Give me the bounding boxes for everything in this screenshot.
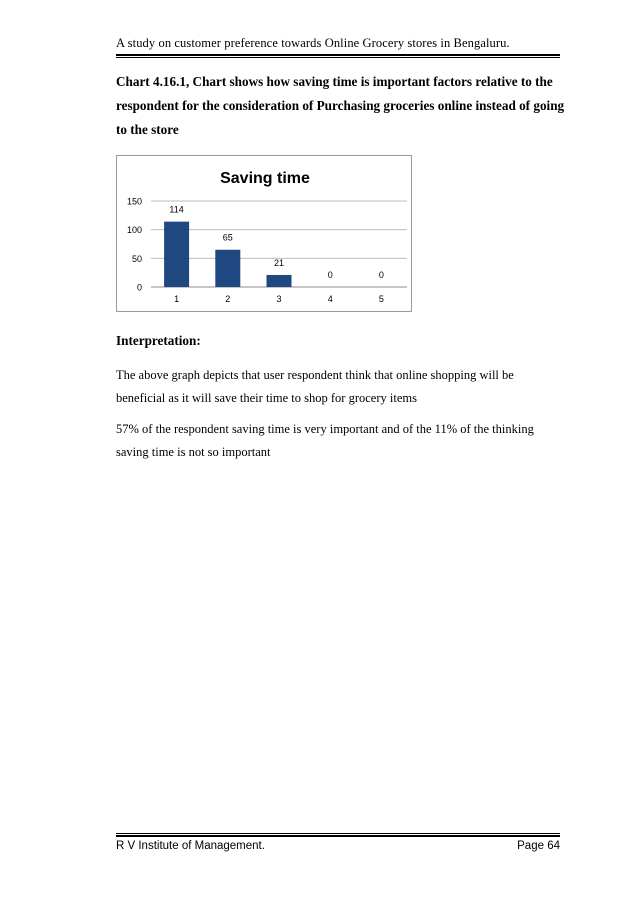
data-label-2: 65 <box>222 232 233 243</box>
x-tick-label-1: 1 <box>174 294 180 304</box>
x-tick-label-4: 4 <box>327 294 333 304</box>
y-tick-label-1: 50 <box>131 253 142 264</box>
chart-caption: Chart 4.16.1, Chart shows how saving time is important factors relative to the respondent for the consideration of Purchasing groceries online instead of going to the store <box>116 74 565 137</box>
interpretation-paragraph-1: The above graph depicts that user respondent think that online shopping will be beneficial as it will save their time to shop for grocery items <box>116 368 514 405</box>
bar-2 <box>215 250 240 287</box>
y-tick-label-0: 0 <box>136 282 142 293</box>
data-label-5: 0 <box>378 270 384 280</box>
saving-time-chart <box>116 155 412 312</box>
footer-rule <box>116 833 560 837</box>
y-tick-label-3: 150 <box>126 196 142 207</box>
footer-institute: R V Institute of Management. <box>116 840 265 852</box>
running-header: A study on customer preference towards Online Grocery stores in Bengaluru. <box>116 36 510 50</box>
x-tick-label-5: 5 <box>378 294 384 304</box>
y-tick-label-2: 100 <box>126 225 142 236</box>
header-rule <box>116 54 560 58</box>
x-tick-label-2: 2 <box>225 294 231 304</box>
page-number: Page 64 <box>517 840 560 852</box>
data-label-4: 0 <box>327 270 333 280</box>
bar-3 <box>267 275 292 287</box>
interpretation-heading: Interpretation: <box>116 333 201 348</box>
data-label-1: 114 <box>169 204 184 215</box>
data-label-3: 21 <box>273 257 285 268</box>
chart-title: Saving time <box>220 170 310 187</box>
bar-chart-svg <box>117 156 413 313</box>
x-tick-label-3: 3 <box>276 294 282 304</box>
interpretation-paragraph-2: 57% of the respondent saving time is very important and of the 11% of the thinking saving time is not so important <box>116 422 534 459</box>
bar-1 <box>164 222 189 287</box>
